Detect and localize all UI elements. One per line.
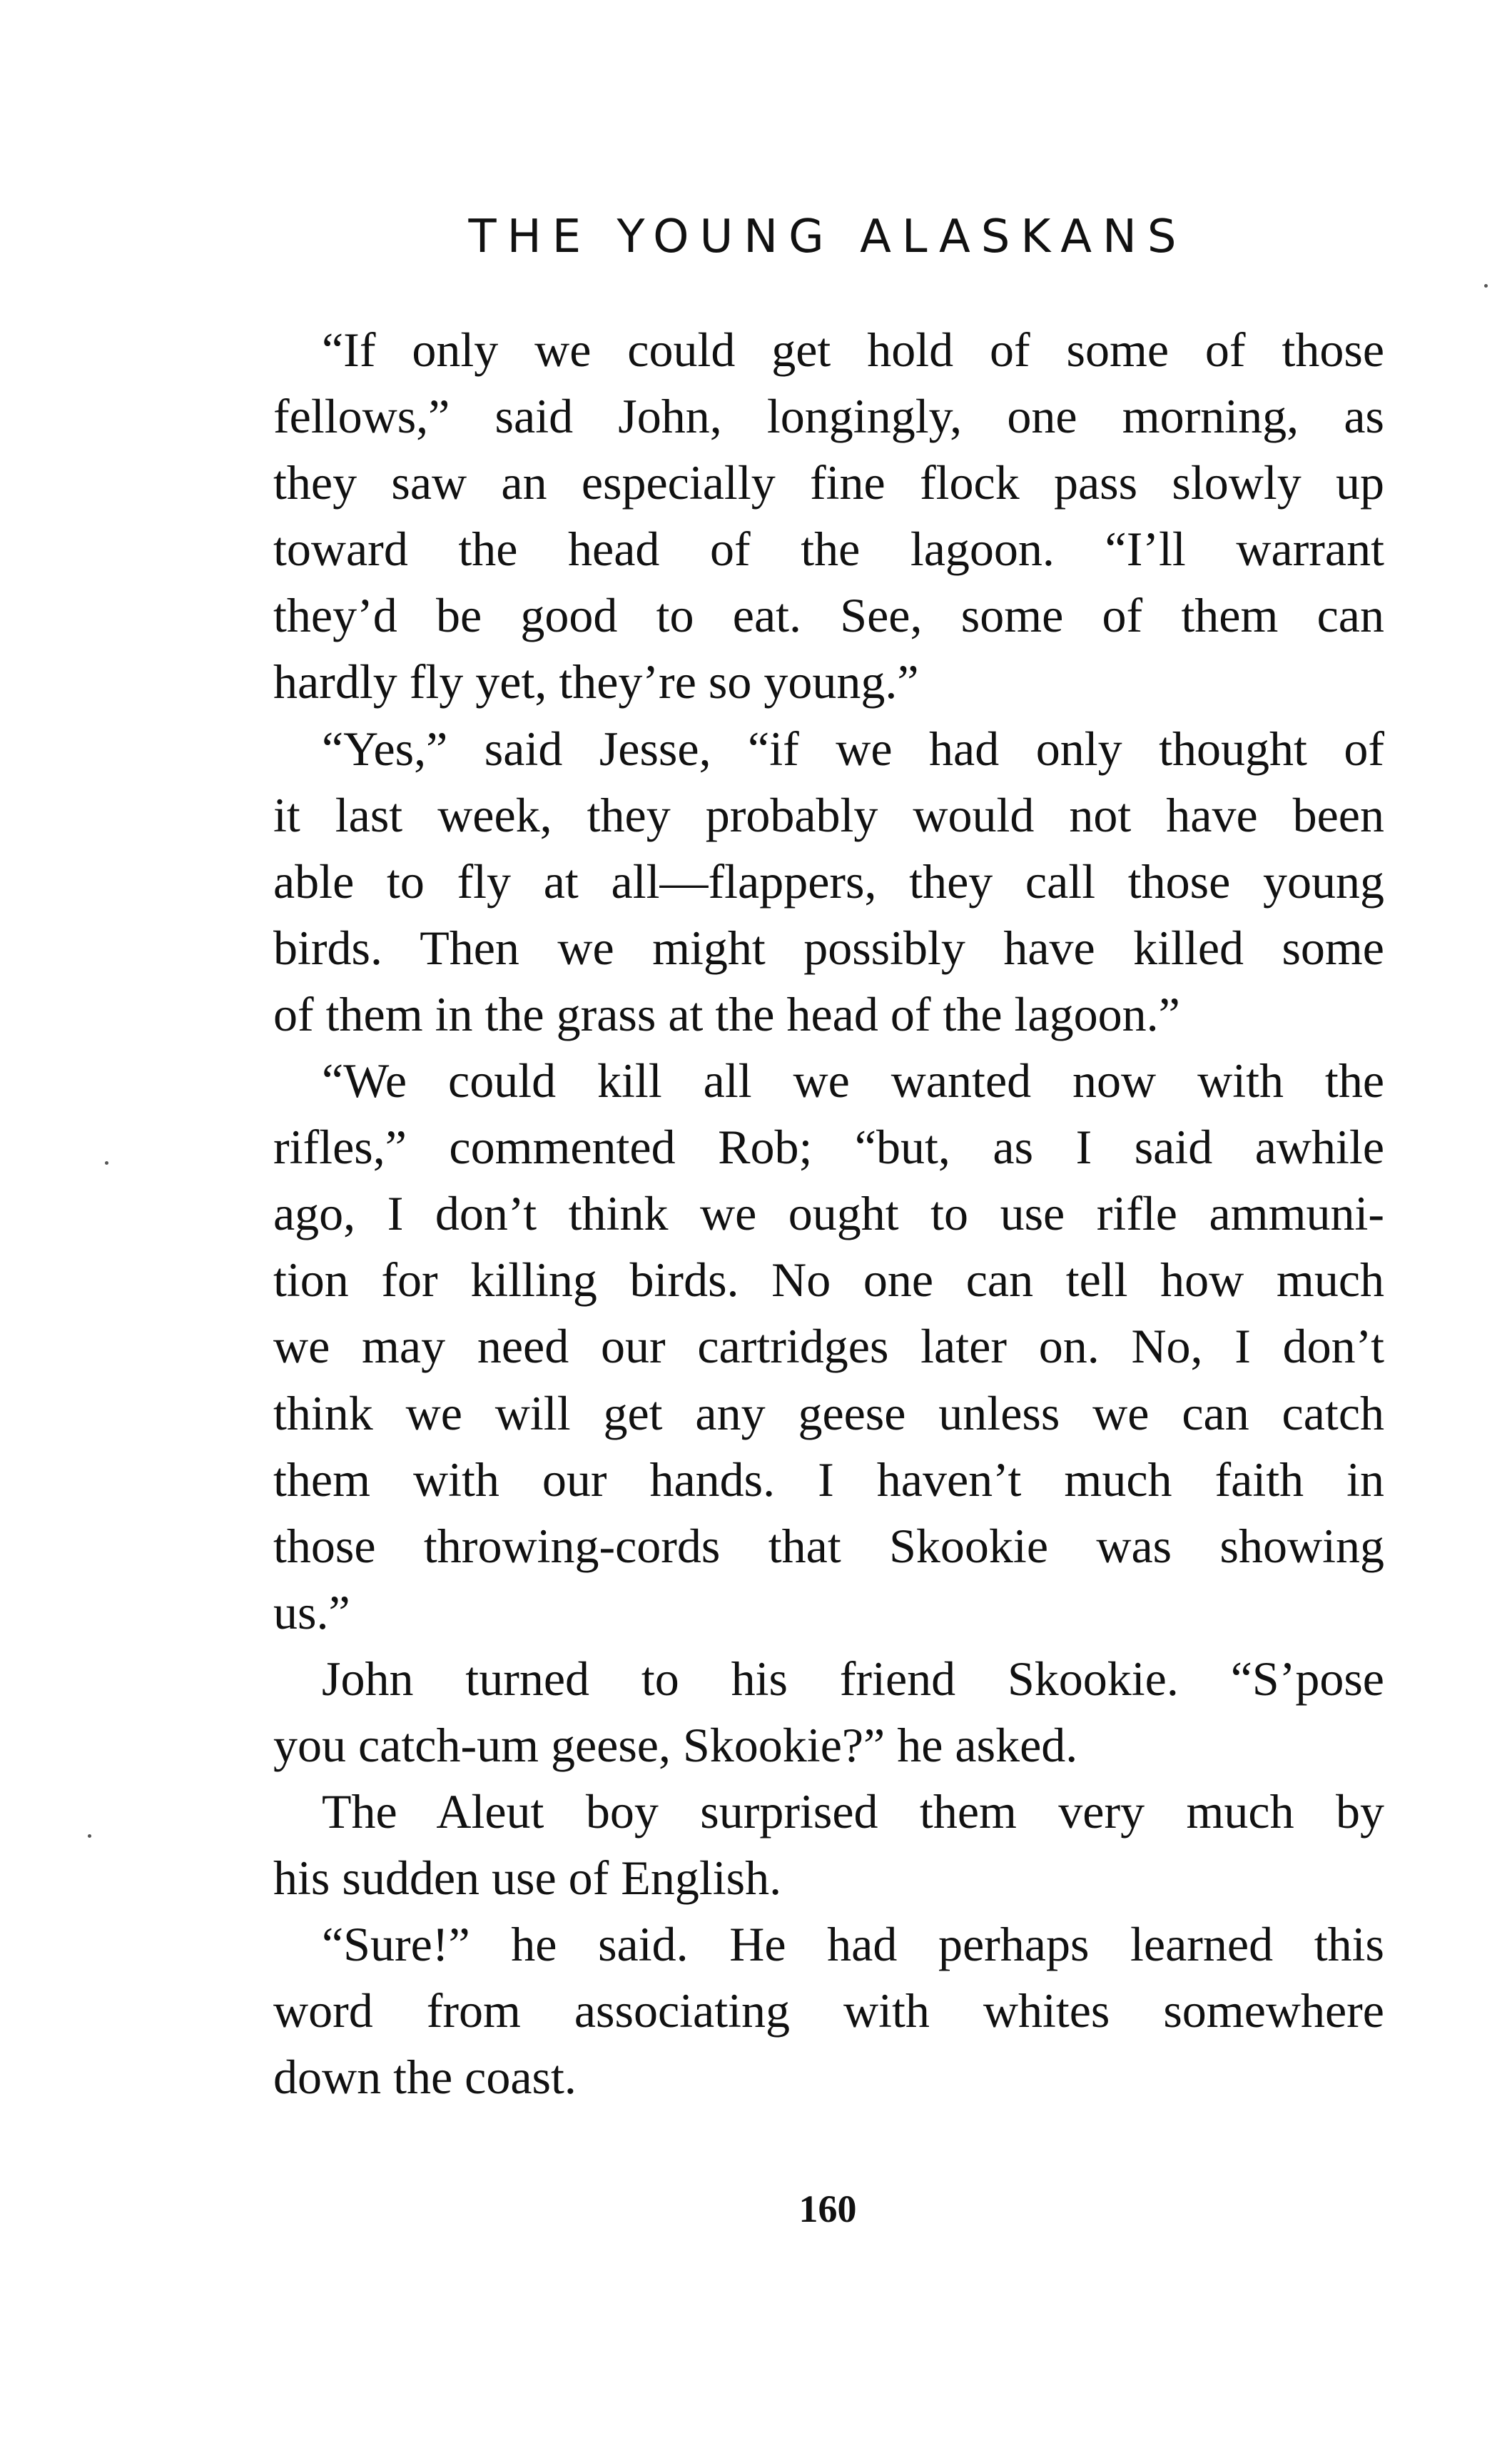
text-line: us.” [273, 1584, 350, 1639]
text-line: rifles,” commented Rob; “but, as I said awhile [273, 1120, 1384, 1175]
text-line: The Aleut boy surprised them very much by [322, 1784, 1384, 1839]
text-line: we may need our cartridges later on. No, I don’t [273, 1319, 1384, 1374]
text-line: “We could kill all we wanted now with the [322, 1053, 1384, 1108]
text-line: they’d be good to eat. See, some of them can [273, 588, 1384, 643]
text-line: “Sure!” he said. He had perhaps learned this [322, 1917, 1384, 1972]
text-line: of them in the grass at the head of the lagoon.” [273, 986, 1180, 1041]
text-line: it last week, they probably would not have been [273, 787, 1384, 842]
scan-speck [1484, 284, 1488, 288]
scan-speck [105, 1161, 108, 1165]
text-line: down the coast. [273, 2050, 577, 2105]
scan-speck [88, 1834, 91, 1838]
page-number: 160 [798, 2188, 857, 2230]
text-line: those throwing-cords that Skookie was showing [273, 1518, 1384, 1573]
text-line: “If only we could get hold of some of those [322, 323, 1384, 377]
body-text [273, 317, 1384, 2111]
text-line: tion for killing birds. No one can tell how much [273, 1253, 1384, 1308]
text-line: they saw an especially fine flock pass slowly up [273, 455, 1384, 510]
running-head: THE YOUNG ALASKANS [468, 211, 1187, 263]
text-line: fellows,” said John, longingly, one morning, as [273, 389, 1384, 444]
text-line: you catch-um geese, Skookie?” he asked. [273, 1717, 1078, 1772]
text-line: his sudden use of English. [273, 1851, 782, 1906]
text-line: hardly fly yet, they’re so young.” [273, 654, 919, 709]
text-line: John turned to his friend Skookie. “S’pose [322, 1651, 1384, 1706]
text-line: word from associating with whites somewhere [273, 1983, 1384, 2038]
text-line: “Yes,” said Jesse, “if we had only thought of [322, 721, 1384, 776]
text-line: birds. Then we might possibly have killed some [273, 920, 1384, 975]
text-line: able to fly at all—flappers, they call those young [273, 854, 1384, 909]
text-line: think we will get any geese unless we can catch [273, 1385, 1384, 1440]
text-line: toward the head of the lagoon. “I’ll warrant [273, 522, 1384, 577]
text-line: them with our hands. I haven’t much faith in [273, 1452, 1384, 1507]
text-line: ago, I don’t think we ought to use rifle ammuni- [273, 1186, 1384, 1241]
